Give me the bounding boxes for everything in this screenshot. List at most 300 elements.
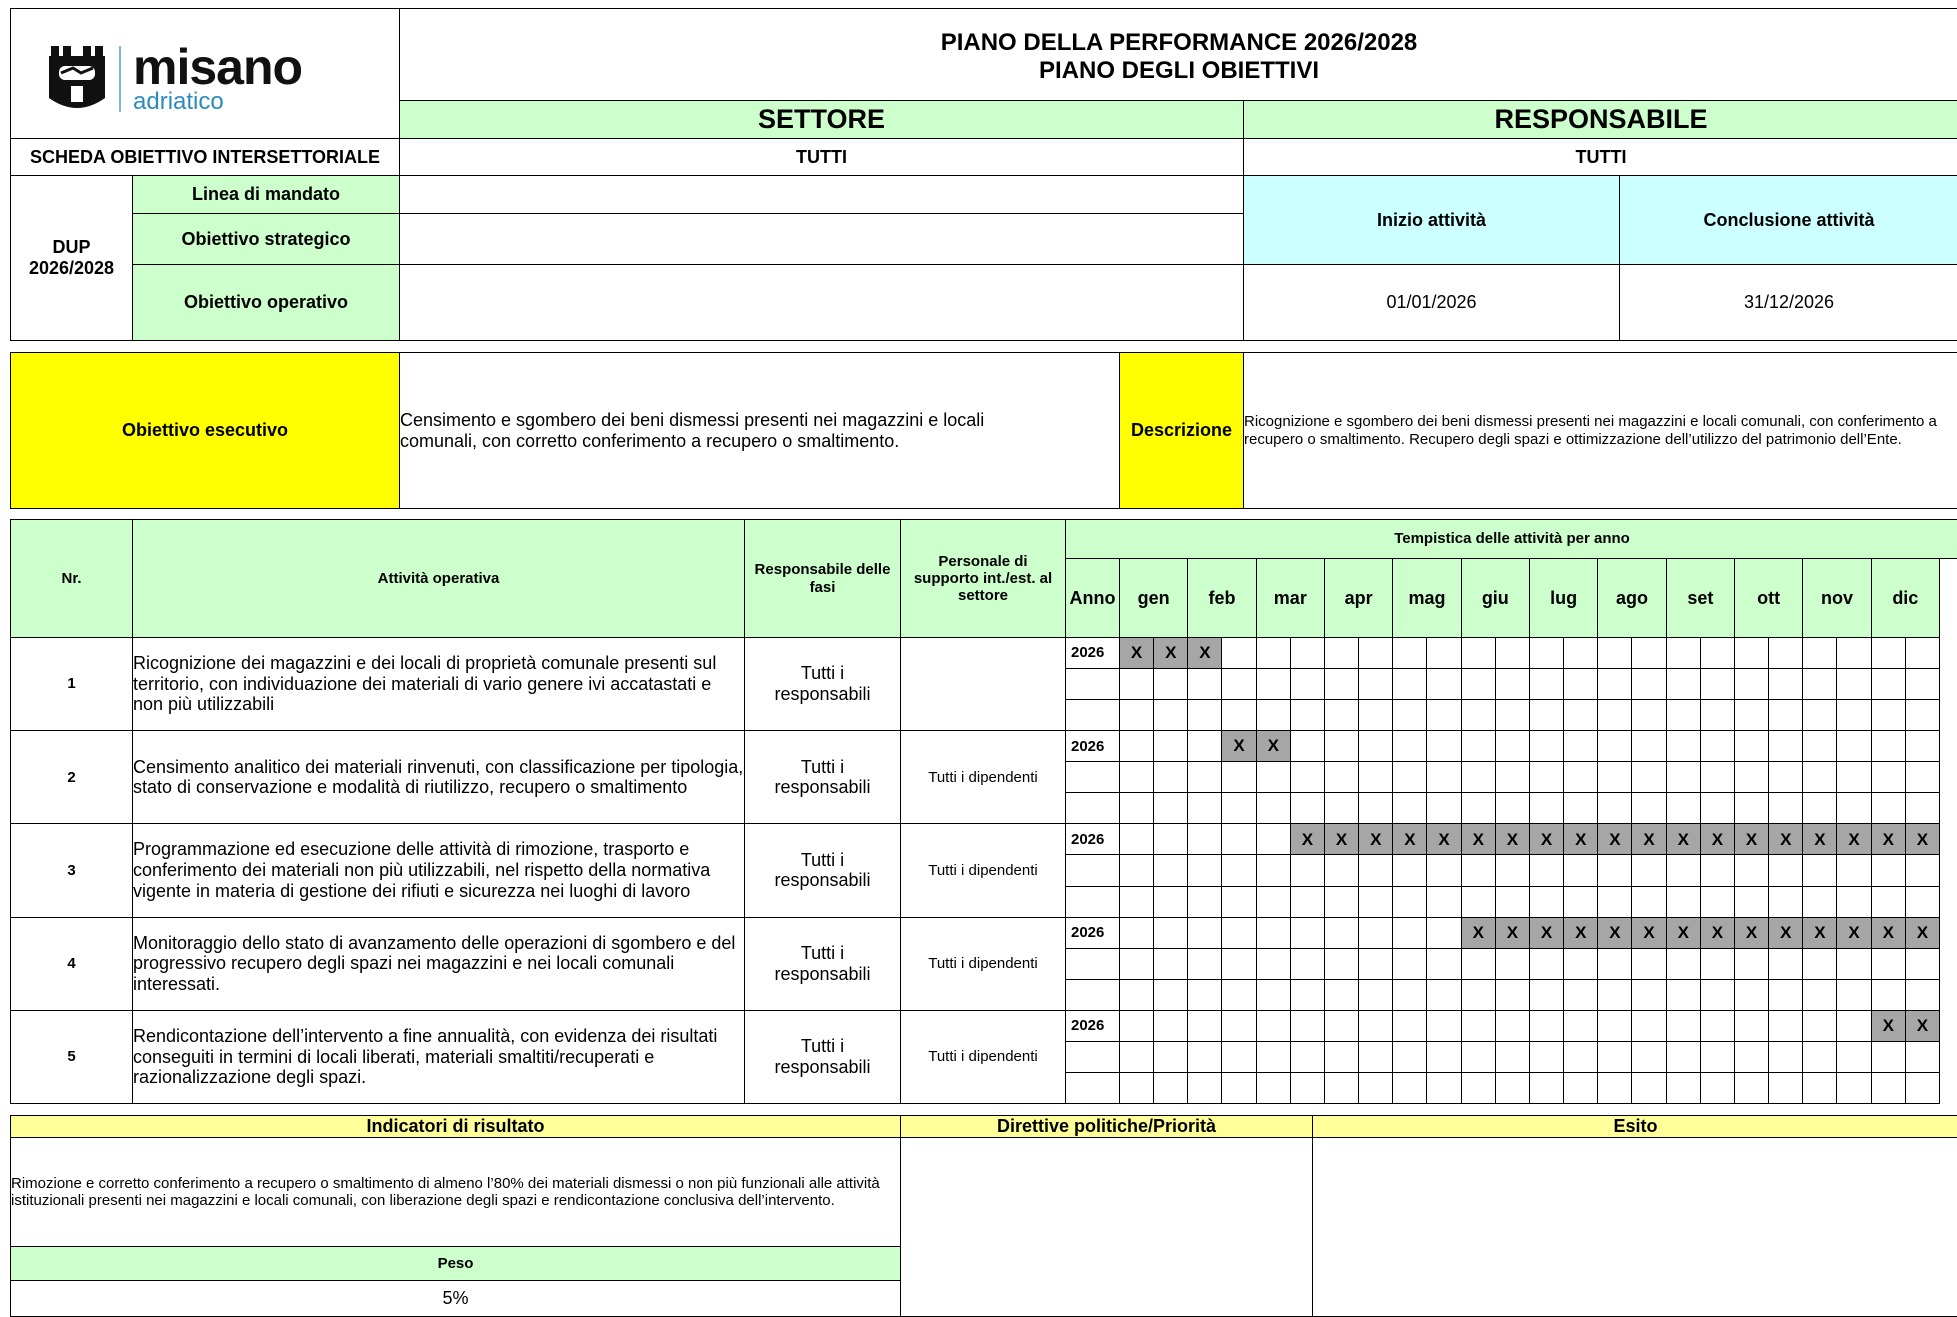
gantt-cell	[1734, 854, 1769, 886]
gantt-cell	[1290, 854, 1325, 886]
obiettivo-operativo-value	[399, 264, 1244, 341]
title-line-1: PIANO DELLA PERFORMANCE 2026/2028	[940, 29, 1418, 56]
gantt-cell	[1529, 668, 1564, 700]
page-title	[399, 8, 1957, 101]
dup-label	[10, 175, 133, 341]
gantt-cell	[1187, 668, 1222, 700]
gantt-cell	[1768, 1010, 1803, 1042]
gantt-cell	[1358, 699, 1393, 731]
gantt-cell	[1563, 886, 1598, 918]
gantt-cell	[1802, 761, 1837, 793]
gantt-cell	[1153, 1072, 1188, 1104]
gantt-cell	[1461, 699, 1496, 731]
gantt-cell: X	[1495, 917, 1530, 949]
gantt-cell	[1734, 1041, 1769, 1073]
gantt-cell: X	[1836, 917, 1871, 949]
gantt-cell	[1187, 699, 1222, 731]
gantt-cell	[1426, 886, 1461, 918]
gantt-cell	[1768, 1041, 1803, 1073]
gantt-cell	[1871, 1041, 1906, 1073]
gantt-cell	[1666, 761, 1701, 793]
gantt-cell	[1700, 886, 1735, 918]
gantt-cell	[1529, 854, 1564, 886]
gantt-cell	[1768, 792, 1803, 824]
gantt-cell	[1871, 979, 1906, 1011]
activity-responsabile: Tutti i responsabili	[744, 637, 901, 731]
activity-year: 2026	[1065, 730, 1120, 762]
gantt-cell	[1700, 1072, 1735, 1104]
gantt-cell	[1802, 668, 1837, 700]
gantt-cell	[1119, 979, 1154, 1011]
gantt-cell	[1324, 730, 1359, 762]
gantt-cell	[1631, 761, 1666, 793]
gantt-cell	[1495, 886, 1530, 918]
gantt-cell	[1221, 668, 1256, 700]
gantt-cell	[1324, 792, 1359, 824]
gantt-cell	[1153, 917, 1188, 949]
gantt-cell	[1256, 1010, 1291, 1042]
activity-personale: Tutti i dipendenti	[900, 917, 1066, 1011]
gantt-cell	[1631, 854, 1666, 886]
gantt-cell	[1495, 854, 1530, 886]
gantt-cell	[1700, 979, 1735, 1011]
gantt-cell	[1153, 699, 1188, 731]
gantt-cell	[1290, 668, 1325, 700]
gantt-cell	[1666, 1041, 1701, 1073]
gantt-cell	[1700, 637, 1735, 669]
gantt-cell	[1700, 948, 1735, 980]
activity-year	[1065, 948, 1120, 980]
gantt-cell	[1392, 730, 1427, 762]
gantt-cell	[1631, 1010, 1666, 1042]
gantt-cell	[1802, 1072, 1837, 1104]
gantt-cell	[1461, 637, 1496, 669]
gantt-cell: X	[1119, 637, 1154, 669]
gantt-cell	[1290, 761, 1325, 793]
gantt-cell	[1153, 823, 1188, 855]
gantt-cell	[1597, 948, 1632, 980]
gantt-cell	[1529, 948, 1564, 980]
gantt-cell	[1426, 1041, 1461, 1073]
gantt-cell	[1905, 699, 1940, 731]
gantt-cell	[1871, 854, 1906, 886]
activity-year	[1065, 1072, 1120, 1104]
activity-responsabile: Tutti i responsabili	[744, 917, 901, 1011]
gantt-cell: X	[1871, 823, 1906, 855]
gantt-cell	[1631, 979, 1666, 1011]
gantt-cell	[1187, 1041, 1222, 1073]
gantt-cell	[1358, 792, 1393, 824]
gantt-cell	[1495, 637, 1530, 669]
gantt-cell	[1768, 886, 1803, 918]
gantt-cell	[1734, 948, 1769, 980]
gantt-cell	[1324, 917, 1359, 949]
inizio-attivita-label: Inizio attività	[1243, 175, 1620, 265]
descrizione-text: Ricognizione e sgombero dei beni dismessi presenti nei magazzini e locali comunali, con conferimento a recupero o smaltimento. Recupero degli spazi e ottimizzazione dell’utilizzo del patrimonio dell’Ente.	[1243, 352, 1957, 509]
gantt-cell	[1153, 792, 1188, 824]
conclusione-attivita-value: 31/12/2026	[1619, 264, 1957, 341]
gantt-cell	[1631, 1072, 1666, 1104]
gantt-cell	[1563, 948, 1598, 980]
inizio-attivita-value: 01/01/2026	[1243, 264, 1620, 341]
gantt-cell	[1290, 948, 1325, 980]
activity-year	[1065, 699, 1120, 731]
activity-text: Censimento analitico dei materiali rinvenuti, con classificazione per tipologia, stato di conservazione e modalità di riutilizzo, recupero o smaltimento	[132, 730, 745, 824]
gantt-cell	[1563, 637, 1598, 669]
gantt-cell	[1358, 637, 1393, 669]
gantt-cell	[1187, 979, 1222, 1011]
gantt-cell	[1358, 1041, 1393, 1073]
gantt-cell	[1836, 761, 1871, 793]
gantt-cell: X	[1666, 823, 1701, 855]
gantt-cell	[1836, 886, 1871, 918]
gantt-cell	[1836, 1072, 1871, 1104]
gantt-cell: X	[1461, 917, 1496, 949]
gantt-cell	[1529, 1010, 1564, 1042]
gantt-cell	[1734, 1072, 1769, 1104]
gantt-cell	[1461, 886, 1496, 918]
gantt-cell	[1871, 637, 1906, 669]
gantt-cell	[1358, 917, 1393, 949]
obiettivo-operativo-label: Obiettivo operativo	[132, 264, 400, 341]
gantt-cell	[1597, 1010, 1632, 1042]
direttive-value	[900, 1137, 1313, 1317]
gantt-cell	[1290, 917, 1325, 949]
activity-nr: 2	[10, 730, 133, 824]
gantt-cell: X	[1358, 823, 1393, 855]
gantt-cell	[1187, 917, 1222, 949]
gantt-cell	[1119, 699, 1154, 731]
gantt-cell	[1563, 668, 1598, 700]
activity-responsabile: Tutti i responsabili	[744, 1010, 901, 1104]
settore-header: SETTORE	[399, 100, 1244, 139]
gantt-cell	[1426, 792, 1461, 824]
gantt-cell	[1700, 668, 1735, 700]
gantt-cell	[1358, 854, 1393, 886]
direttive-label: Direttive politiche/Priorità	[900, 1115, 1313, 1138]
gantt-cell	[1871, 948, 1906, 980]
gantt-cell	[1221, 948, 1256, 980]
gantt-cell	[1290, 979, 1325, 1011]
gantt-cell	[1290, 730, 1325, 762]
gantt-cell	[1153, 948, 1188, 980]
header-month-giu: giu	[1461, 558, 1530, 638]
gantt-cell: X	[1700, 917, 1735, 949]
gantt-cell	[1529, 792, 1564, 824]
header-attivita: Attività operativa	[132, 519, 745, 638]
gantt-cell	[1905, 948, 1940, 980]
gantt-cell	[1119, 1041, 1154, 1073]
gantt-cell	[1221, 1010, 1256, 1042]
gantt-cell	[1153, 1010, 1188, 1042]
esito-value	[1312, 1137, 1957, 1317]
gantt-cell	[1392, 637, 1427, 669]
gantt-cell	[1700, 792, 1735, 824]
gantt-cell	[1734, 979, 1769, 1011]
gantt-cell	[1836, 948, 1871, 980]
gantt-cell: X	[1631, 823, 1666, 855]
header-month-nov: nov	[1802, 558, 1871, 638]
gantt-cell	[1631, 730, 1666, 762]
gantt-cell	[1631, 1041, 1666, 1073]
gantt-cell	[1734, 886, 1769, 918]
gantt-cell	[1700, 1010, 1735, 1042]
obiettivo-esecutivo-text: Censimento e sgombero dei beni dismessi presenti nei magazzini e locali comunali, con corretto conferimento a recupero o smaltimento.	[399, 352, 1120, 509]
gantt-cell	[1426, 637, 1461, 669]
gantt-cell	[1392, 1010, 1427, 1042]
activity-nr: 4	[10, 917, 133, 1011]
gantt-cell	[1290, 1072, 1325, 1104]
obiettivo-strategico-value	[399, 213, 1244, 265]
gantt-cell	[1290, 1041, 1325, 1073]
gantt-cell	[1836, 792, 1871, 824]
gantt-cell	[1871, 730, 1906, 762]
gantt-cell	[1905, 1072, 1940, 1104]
activity-year	[1065, 886, 1120, 918]
gantt-cell	[1153, 854, 1188, 886]
gantt-cell	[1153, 979, 1188, 1011]
gantt-cell	[1187, 823, 1222, 855]
gantt-cell	[1768, 1072, 1803, 1104]
gantt-cell	[1768, 730, 1803, 762]
gantt-cell	[1153, 761, 1188, 793]
gantt-cell	[1221, 979, 1256, 1011]
gantt-cell	[1426, 1072, 1461, 1104]
gantt-cell	[1836, 730, 1871, 762]
activity-personale: Tutti i dipendenti	[900, 1010, 1066, 1104]
activity-text: Monitoraggio dello stato di avanzamento delle operazioni di sgombero e del progressivo recupero degli spazi nei magazzini e nei locali comunali interessati.	[132, 917, 745, 1011]
gantt-cell	[1529, 637, 1564, 669]
activity-year	[1065, 1041, 1120, 1073]
gantt-cell	[1392, 948, 1427, 980]
gantt-cell	[1666, 792, 1701, 824]
activity-text: Rendicontazione dell’intervento a fine annualità, con evidenza dei risultati conseguiti in termini di locali liberati, materiali smaltiti/recuperati e razionalizzazione degli spazi.	[132, 1010, 745, 1104]
gantt-cell	[1905, 792, 1940, 824]
gantt-cell: X	[1905, 917, 1940, 949]
gantt-cell	[1871, 792, 1906, 824]
gantt-cell	[1700, 699, 1735, 731]
gantt-cell: X	[1734, 917, 1769, 949]
gantt-cell	[1905, 668, 1940, 700]
gantt-cell	[1426, 730, 1461, 762]
gantt-cell	[1358, 761, 1393, 793]
gantt-cell	[1324, 761, 1359, 793]
gantt-cell	[1666, 637, 1701, 669]
header-month-dic: dic	[1871, 558, 1940, 638]
gantt-cell	[1802, 730, 1837, 762]
gantt-cell	[1802, 699, 1837, 731]
header-month-set: set	[1666, 558, 1735, 638]
activity-year	[1065, 792, 1120, 824]
gantt-cell: X	[1187, 637, 1222, 669]
gantt-cell	[1461, 1041, 1496, 1073]
gantt-cell	[1700, 1041, 1735, 1073]
gantt-cell	[1836, 1010, 1871, 1042]
gantt-cell	[1461, 792, 1496, 824]
gantt-cell	[1256, 1041, 1291, 1073]
gantt-cell	[1495, 699, 1530, 731]
gantt-cell	[1221, 823, 1256, 855]
gantt-cell	[1768, 948, 1803, 980]
gantt-cell	[1256, 761, 1291, 793]
gantt-cell	[1187, 948, 1222, 980]
gantt-cell	[1905, 854, 1940, 886]
activity-personale: Tutti i dipendenti	[900, 823, 1066, 917]
gantt-cell	[1529, 1041, 1564, 1073]
indicatori-label: Indicatori di risultato	[10, 1115, 901, 1138]
gantt-cell	[1119, 886, 1154, 918]
gantt-cell	[1802, 854, 1837, 886]
descrizione-label: Descrizione	[1119, 352, 1244, 509]
peso-label: Peso	[10, 1246, 901, 1281]
gantt-cell	[1461, 854, 1496, 886]
gantt-cell	[1836, 668, 1871, 700]
gantt-cell: X	[1802, 917, 1837, 949]
gantt-cell	[1461, 730, 1496, 762]
gantt-cell	[1495, 730, 1530, 762]
gantt-cell	[1358, 668, 1393, 700]
gantt-cell: X	[1324, 823, 1359, 855]
gantt-cell	[1153, 668, 1188, 700]
gantt-cell	[1563, 730, 1598, 762]
gantt-cell	[1256, 917, 1291, 949]
gantt-cell	[1153, 886, 1188, 918]
gantt-cell	[1119, 730, 1154, 762]
gantt-cell	[1631, 948, 1666, 980]
responsabile-header: RESPONSABILE	[1243, 100, 1957, 139]
gantt-cell	[1495, 792, 1530, 824]
gantt-cell: X	[1768, 823, 1803, 855]
gantt-cell	[1905, 730, 1940, 762]
gantt-cell: X	[1426, 823, 1461, 855]
activity-personale: Tutti i dipendenti	[900, 730, 1066, 824]
gantt-cell: X	[1290, 823, 1325, 855]
gantt-cell	[1529, 761, 1564, 793]
gantt-cell	[1426, 761, 1461, 793]
gantt-cell	[1802, 979, 1837, 1011]
gantt-cell	[1221, 917, 1256, 949]
gantt-cell	[1871, 886, 1906, 918]
gantt-cell	[1529, 699, 1564, 731]
gantt-cell	[1426, 668, 1461, 700]
header-nr: Nr.	[10, 519, 133, 638]
gantt-cell	[1461, 668, 1496, 700]
gantt-cell	[1392, 979, 1427, 1011]
gantt-cell	[1119, 761, 1154, 793]
header-anno: Anno	[1065, 558, 1120, 638]
gantt-cell	[1529, 1072, 1564, 1104]
gantt-cell	[1563, 1041, 1598, 1073]
gantt-cell: X	[1495, 823, 1530, 855]
gantt-cell	[1324, 1041, 1359, 1073]
gantt-cell	[1221, 854, 1256, 886]
gantt-cell	[1426, 979, 1461, 1011]
gantt-cell	[1324, 1072, 1359, 1104]
gantt-cell	[1119, 948, 1154, 980]
gantt-cell	[1426, 948, 1461, 980]
header-month-feb: feb	[1187, 558, 1256, 638]
gantt-cell	[1768, 854, 1803, 886]
gantt-cell	[1256, 699, 1291, 731]
gantt-cell	[1529, 886, 1564, 918]
gantt-cell	[1426, 699, 1461, 731]
activity-nr: 3	[10, 823, 133, 917]
header-month-ago: ago	[1597, 558, 1666, 638]
gantt-cell	[1597, 854, 1632, 886]
esito-label: Esito	[1312, 1115, 1957, 1138]
gantt-cell	[1119, 1072, 1154, 1104]
gantt-cell	[1597, 979, 1632, 1011]
header-tempistica: Tempistica delle attività per anno	[1065, 519, 1957, 559]
gantt-cell	[1221, 637, 1256, 669]
gantt-cell	[1836, 1041, 1871, 1073]
gantt-cell	[1324, 948, 1359, 980]
gantt-cell: X	[1563, 823, 1598, 855]
castle-handshake-crest-icon	[45, 40, 109, 118]
activity-responsabile: Tutti i responsabili	[744, 823, 901, 917]
activity-year: 2026	[1065, 1010, 1120, 1042]
activity-nr: 1	[10, 637, 133, 731]
gantt-cell	[1256, 823, 1291, 855]
gantt-cell	[1461, 761, 1496, 793]
gantt-cell	[1597, 1072, 1632, 1104]
gantt-cell: X	[1700, 823, 1735, 855]
gantt-cell	[1392, 761, 1427, 793]
gantt-cell: X	[1392, 823, 1427, 855]
gantt-cell: X	[1871, 1010, 1906, 1042]
gantt-cell	[1221, 699, 1256, 731]
gantt-cell	[1495, 1010, 1530, 1042]
gantt-cell	[1290, 637, 1325, 669]
gantt-cell	[1392, 792, 1427, 824]
logo-divider	[119, 46, 121, 112]
gantt-cell	[1597, 886, 1632, 918]
gantt-cell	[1187, 1010, 1222, 1042]
activity-nr: 5	[10, 1010, 133, 1104]
gantt-cell	[1358, 1010, 1393, 1042]
gantt-cell	[1563, 1072, 1598, 1104]
activity-year	[1065, 761, 1120, 793]
gantt-cell: X	[1836, 823, 1871, 855]
gantt-cell	[1734, 637, 1769, 669]
gantt-cell	[1700, 761, 1735, 793]
gantt-cell	[1666, 886, 1701, 918]
gantt-cell: X	[1802, 823, 1837, 855]
gantt-cell: X	[1529, 917, 1564, 949]
gantt-cell	[1358, 948, 1393, 980]
gantt-cell	[1700, 854, 1735, 886]
gantt-cell	[1221, 1072, 1256, 1104]
gantt-cell	[1256, 886, 1291, 918]
gantt-cell	[1256, 637, 1291, 669]
gantt-cell	[1597, 699, 1632, 731]
gantt-cell	[1187, 1072, 1222, 1104]
gantt-cell	[1495, 761, 1530, 793]
activity-text: Programmazione ed esecuzione delle attività di rimozione, trasporto e conferimento dei materiali non più utilizzabili, nel rispetto della normativa vigente in materia di gestione dei rifiuti e sicurezza nei luoghi di lavoro	[132, 823, 745, 917]
activity-year: 2026	[1065, 917, 1120, 949]
gantt-cell	[1802, 886, 1837, 918]
peso-value: 5%	[10, 1280, 901, 1317]
gantt-cell	[1495, 1041, 1530, 1073]
gantt-cell	[1187, 730, 1222, 762]
gantt-cell: X	[1631, 917, 1666, 949]
gantt-cell	[1905, 637, 1940, 669]
gantt-cell	[1597, 637, 1632, 669]
obiettivo-strategico-label: Obiettivo strategico	[132, 213, 400, 265]
gantt-cell	[1358, 886, 1393, 918]
gantt-cell	[1392, 917, 1427, 949]
activity-responsabile: Tutti i responsabili	[744, 730, 901, 824]
